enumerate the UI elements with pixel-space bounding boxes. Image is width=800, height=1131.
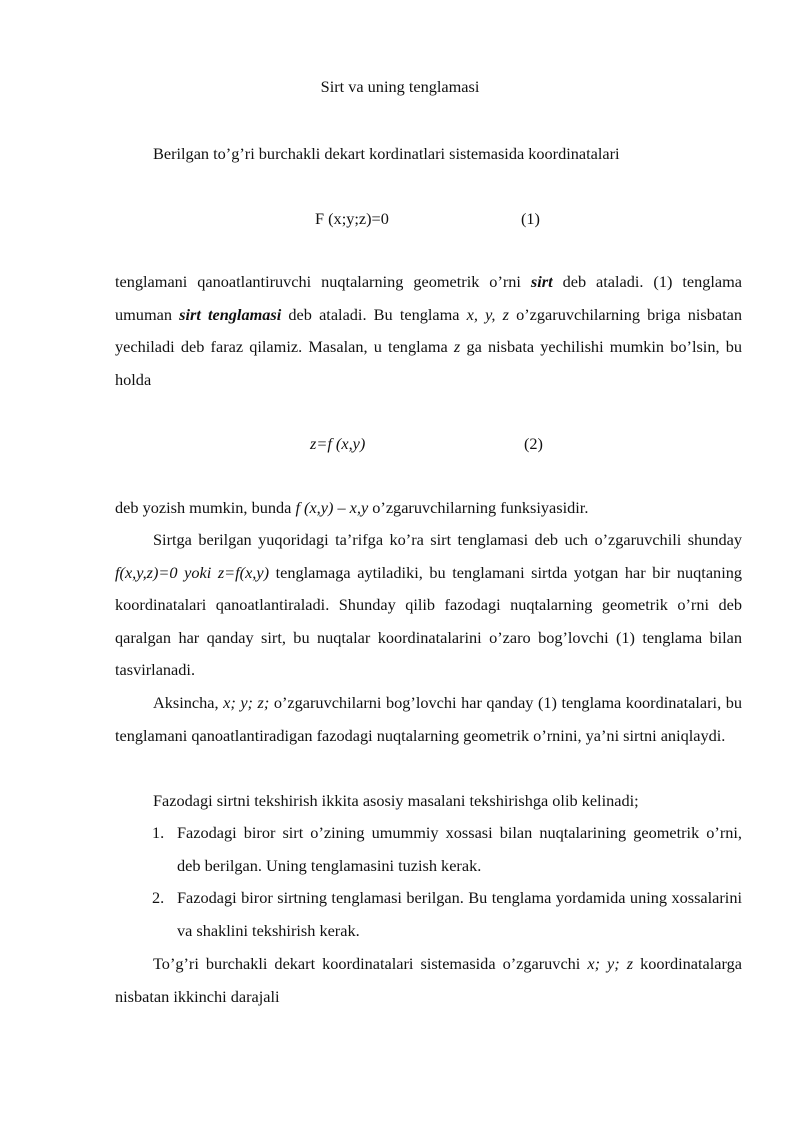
text-run: koordinatalarga nisbatan ikkinchi darajali	[115, 954, 742, 1006]
paragraph-4	[115, 687, 742, 752]
intro-line: Berilgan to’g’ri burchakli dekart kordinatlari sistemasida koordinatalari	[153, 144, 620, 163]
term-sirt: sirt	[530, 272, 553, 291]
list-number: 2.	[152, 888, 165, 907]
variables: x; y; z	[587, 954, 634, 973]
list-number: 1.	[152, 823, 165, 842]
paragraph-3	[115, 524, 742, 687]
equation-2: z=f (x,y)	[310, 434, 366, 453]
text-run: o’zgaruvchilarni bog’lovchi har qanday (1) tenglama koordinatalari, bu tenglamani qanoatlantiradigan fazodagi nuqtalarning geometrik o’rnini, ya’ni sirtni aniqlaydi.	[115, 693, 742, 745]
text-run: ga nisbata yechilishi mumkin bo’lsin, bu holda	[115, 337, 742, 389]
paragraph-5: Fazodagi sirtni tekshirish ikkita asosiy masalani tekshirishga olib kelinadi;	[153, 791, 639, 810]
text-run: tenglamaga aytiladiki, bu tenglamani sirtda yotgan har bir nuqtaning koordinatalari qanoatlantiraladi. Shunday qilib fazodagi nuqtalarning geometrik o’rni deb qaralgan har qanday sirt, bu nuqtalar koordinatalarini o’zaro bog’lovchi (1) tenglama bilan tasvirlanadi.	[115, 562, 742, 680]
variable-z: z	[453, 337, 461, 357]
variables: x; y; z;	[223, 693, 270, 712]
variables: x, y, z	[466, 304, 509, 324]
text-run: o’zgaruvchilarning briga nisbatan yechiladi deb faraz qilamiz. Masalan, u tenglama	[115, 304, 742, 357]
term-sirt-tenglamasi: sirt tenglamasi	[179, 304, 282, 324]
paragraph-6	[115, 948, 742, 1013]
paragraph-2	[115, 492, 742, 525]
list-item: Fazodagi biror sirtning tenglamasi berilgan. Bu tenglama yordamida uning xossalarini va shaklini tekshirish kerak.	[177, 888, 742, 940]
text-run: deb ataladi. (1) tenglama umuman	[115, 272, 743, 324]
text-run: Sirtga berilgan yuqoridagi ta’rifga ko’ra sirt tenglamasi deb uch o’zgaruvchili shunday	[153, 530, 742, 549]
equation-1: F (x;y;z)=0	[315, 209, 389, 228]
function-notation: f (x,y) – x,y	[295, 498, 369, 517]
text-run: To’g’ri burchakli dekart koordinatalari sistemasida o’zgaruvchi	[153, 954, 588, 973]
equation-1-number: (1)	[521, 209, 540, 228]
text-run: Aksincha,	[153, 693, 224, 712]
list-item: Fazodagi biror sirt o’zining umummiy xossasi bilan nuqtalarining geometrik o’rni, deb berilgan. Uning tenglamasini tuzish kerak.	[177, 823, 742, 875]
text-run: o’zgaruvchilarning funksiyasidir.	[368, 498, 589, 517]
text-run: deb ataladi. Bu tenglama	[281, 304, 467, 324]
text-run: tenglamani qanoatlantiruvchi nuqtalarning geometrik o’rni	[115, 272, 531, 291]
page-title: Sirt va uning tenglamasi	[320, 77, 480, 96]
paragraph-1	[115, 266, 742, 396]
text-run: deb yozish mumkin, bunda	[115, 498, 296, 517]
equation-2-number: (2)	[524, 434, 543, 453]
equation-inline: f(x,y,z)=0 yoki z=f(x,y)	[115, 562, 270, 582]
